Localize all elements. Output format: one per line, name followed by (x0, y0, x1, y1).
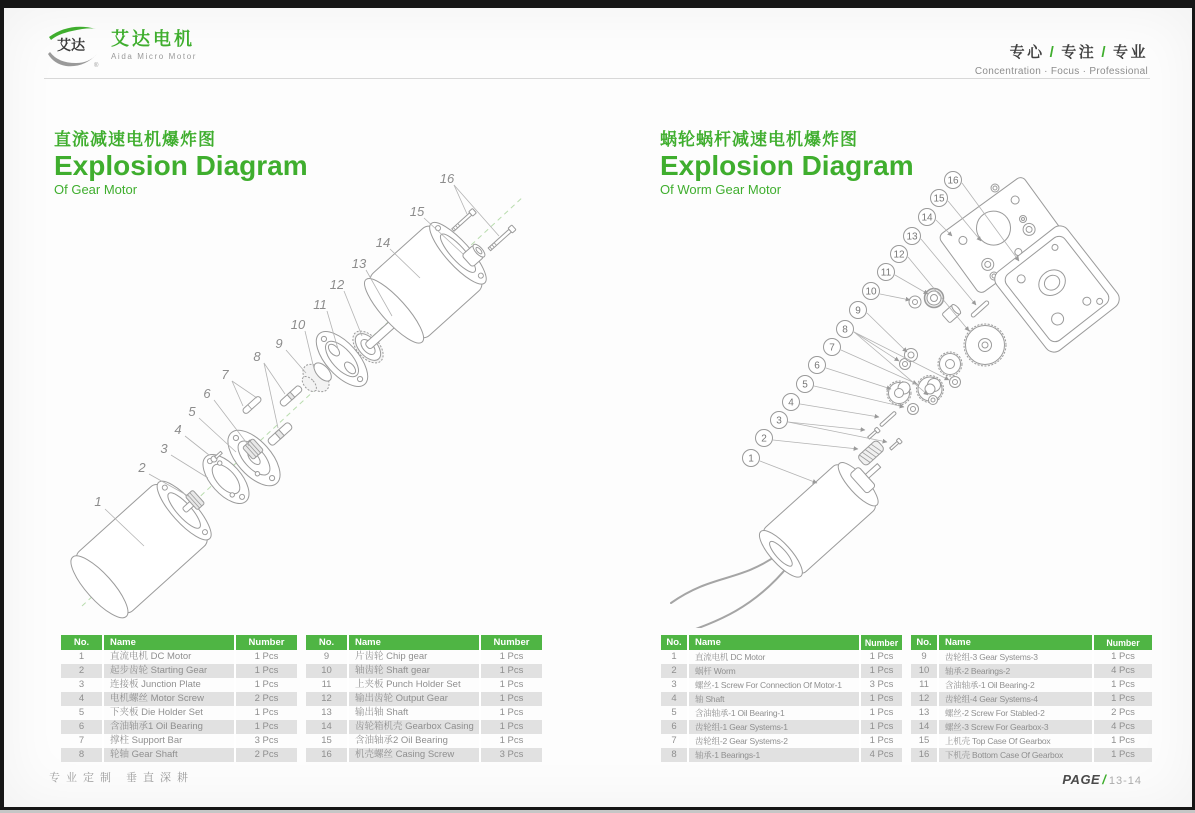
table-row (61, 692, 297, 706)
part-name: 连接板 Junction Plate (104, 678, 236, 692)
part-casing-screw-b (487, 225, 516, 252)
part-support-bar (242, 395, 262, 414)
part-no: 2 (61, 664, 104, 678)
svg-text:5: 5 (802, 379, 808, 391)
part-no: 16 (911, 748, 939, 762)
diagram-label-11 (878, 264, 895, 281)
left-title-subtitle: Of Gear Motor (54, 182, 138, 197)
column-header-name: Name (104, 635, 236, 650)
part-bearing-cylinder (942, 303, 962, 323)
part-qty: 1 Pcs (499, 707, 524, 718)
column-header-name: Name (689, 635, 861, 650)
logo-gray-swoosh (48, 52, 97, 66)
table-row (306, 692, 542, 706)
table-row (911, 748, 1152, 762)
catalog-spread (4, 8, 1192, 807)
part-case-nut-a (991, 184, 999, 192)
part-qty: 1 Pcs (869, 707, 894, 718)
part-gear-shaft-a (279, 385, 303, 408)
part-no: 5 (661, 706, 689, 720)
parts-table-right-1 (661, 635, 902, 762)
header-divider (44, 78, 1150, 79)
part-qty: 1 Pcs (1094, 692, 1152, 706)
table-row (661, 692, 902, 706)
part-name: 齿轮箱机壳 Gearbox Casing (349, 720, 481, 734)
part-casing-screw-a (451, 208, 477, 232)
svg-text:7: 7 (829, 342, 835, 354)
part-no: 14 (911, 720, 939, 734)
part-qty: 1 Pcs (499, 651, 524, 662)
motor-wire (671, 553, 780, 603)
diagram-label-12 (891, 246, 908, 263)
table-row (61, 678, 297, 692)
diagram-label-5 (797, 376, 814, 393)
diagram-label-2: 2 (138, 460, 146, 475)
part-qty: 2 Pcs (236, 692, 297, 706)
part-no: 7 (61, 734, 104, 748)
part-name: 下机壳 Bottom Case Of Gearbox (939, 748, 1094, 762)
diagram-label-16: 16 (439, 171, 455, 186)
table-row (911, 692, 1152, 706)
part-name: 含油轴承-1 Oil Bearing-1 (689, 706, 861, 720)
part-no: 14 (306, 720, 349, 734)
diagram-label-1: 1 (94, 494, 102, 509)
part-no: 10 (911, 664, 939, 678)
part-qty: 1 Pcs (861, 692, 902, 706)
part-name: 直流电机 DC Motor (689, 650, 861, 664)
part-no: 10 (306, 664, 349, 678)
table-row (661, 678, 902, 692)
diagram-label-2 (756, 430, 773, 447)
part-qty: 1 Pcs (499, 679, 524, 690)
part-no: 15 (306, 734, 349, 748)
part-qty: 1 Pcs (861, 664, 902, 678)
part-no: 6 (61, 720, 104, 734)
part-gear-system-4 (964, 324, 1006, 366)
part-dc-motor (63, 469, 224, 625)
parts-table-left-1 (61, 635, 297, 762)
part-qty: 3 Pcs (869, 679, 894, 690)
column-header-qty: Number (236, 635, 297, 650)
part-name: 片齿轮 Chip gear (349, 650, 481, 664)
column-header-qty: Number (481, 635, 542, 650)
part-name: 螺丝-3 Screw For Gearbox-3 (939, 720, 1094, 734)
diagram-label-4 (783, 394, 800, 411)
parts-table-left-2 (306, 635, 542, 762)
part-no: 11 (911, 678, 939, 692)
table-row (306, 734, 542, 748)
part-name: 含油轴承1 Oil Bearing (104, 720, 236, 734)
table-row (61, 650, 297, 664)
slogan-en: Concentration · Focus · Professional (974, 66, 1148, 77)
footer-slogan: 专业定制 垂直深耕 (49, 772, 195, 784)
table-row (61, 720, 297, 734)
part-no: 11 (306, 678, 349, 692)
diagram-label-3 (771, 412, 788, 429)
logo-mark-text: 艾达 (57, 37, 85, 53)
page-separator: / (1102, 772, 1106, 787)
diagram-label-13: 13 (351, 256, 367, 271)
part-qty: 4 Pcs (1094, 720, 1152, 734)
svg-text:1: 1 (748, 453, 754, 465)
part-name: 机壳螺丝 Casing Screw (349, 748, 481, 762)
diagram-label-1 (743, 450, 760, 467)
svg-text:10: 10 (865, 286, 877, 298)
part-no: 6 (661, 720, 689, 734)
table-row (306, 720, 542, 734)
part-no: 9 (306, 650, 349, 664)
part-qty: 1 Pcs (1111, 651, 1135, 662)
part-no: 16 (306, 748, 349, 762)
part-no: 2 (661, 664, 689, 678)
part-name: 下夹板 Die Holder Set (104, 706, 236, 720)
diagram-label-12: 12 (329, 277, 345, 292)
part-no: 4 (61, 692, 104, 706)
part-worm-wheel-shaft (970, 300, 989, 318)
brand-text (111, 21, 197, 61)
part-no: 8 (661, 748, 689, 762)
part-bearing-1c (950, 377, 961, 388)
part-qty: 1 Pcs (1111, 735, 1135, 746)
part-gear-system-3 (938, 352, 962, 376)
table-row (911, 734, 1152, 748)
svg-text:8: 8 (842, 324, 848, 336)
part-no: 7 (661, 734, 689, 748)
part-qty: 1 Pcs (1094, 748, 1152, 762)
column-header-name: Name (349, 635, 481, 650)
part-name: 轴承-1 Bearings-1 (689, 748, 861, 762)
part-no: 5 (61, 706, 104, 720)
diagram-label-14: 14 (375, 235, 391, 250)
diagram-label-6: 6 (203, 386, 211, 401)
part-gear-shaft-b (267, 422, 293, 447)
slogan-word: 专业 (1112, 44, 1148, 61)
part-qty: 4 Pcs (861, 748, 902, 762)
table-row (306, 650, 542, 664)
part-qty: 4 Pcs (1094, 664, 1152, 678)
worm-gear-motor-explosion-diagram (649, 150, 1164, 628)
part-name: 上夹板 Punch Holder Set (349, 678, 481, 692)
diagram-label-14 (919, 209, 936, 226)
table-row (661, 720, 902, 734)
part-oil-bearing-1 (908, 404, 919, 415)
part-name: 含油轴承2 Oil Bearing (349, 734, 481, 748)
diagram-label-15 (931, 190, 948, 207)
svg-text:9: 9 (855, 305, 861, 317)
part-name: 撑柱 Support Bar (104, 734, 236, 748)
page-label: PAGE (1062, 772, 1101, 787)
part-no: 1 (661, 650, 689, 664)
part-no: 9 (911, 650, 939, 664)
slogan-separator: / (1049, 44, 1057, 61)
slogan-cn (975, 41, 1148, 62)
svg-text:4: 4 (788, 397, 794, 409)
part-qty: 1 Pcs (499, 735, 524, 746)
parts-table-right-2 (911, 635, 1152, 762)
svg-text:15: 15 (933, 193, 945, 205)
company-logo (44, 21, 197, 69)
part-qty: 1 Pcs (481, 692, 542, 706)
part-name: 含油轴承-1 Oil Bearing-2 (939, 678, 1094, 692)
part-qty: 2 Pcs (1111, 707, 1135, 718)
svg-text:14: 14 (921, 212, 933, 224)
diagram-label-9 (850, 302, 867, 319)
left-title-en: Explosion Diagram (54, 150, 308, 181)
diagram-label-13 (904, 228, 921, 245)
column-header-qty: Number (1094, 635, 1152, 650)
table-row (306, 748, 542, 762)
part-name: 输出齿轮 Output Gear (349, 692, 481, 706)
table-row (911, 720, 1152, 734)
part-name: 轮轴 Gear Shaft (104, 748, 236, 762)
diagram-label-7 (824, 339, 841, 356)
part-bearing-2b (909, 296, 921, 308)
column-header-no: No. (306, 635, 349, 650)
right-title-cn: 蜗轮蜗杆减速电机爆炸图 (660, 130, 858, 149)
part-name: 轴 Shaft (689, 692, 861, 706)
part-name: 直流电机 DC Motor (104, 650, 236, 664)
part-no: 12 (911, 692, 939, 706)
registered-mark: ® (94, 63, 99, 69)
table-row (661, 748, 902, 762)
svg-text:11: 11 (880, 267, 892, 279)
table-row (911, 678, 1152, 692)
part-name: 螺丝-1 Screw For Connection Of Motor-1 (689, 678, 861, 692)
part-name: 蜗杆 Worm (689, 664, 861, 678)
diagram-label-15: 15 (409, 204, 425, 219)
part-name: 轴齿轮 Shaft gear (349, 664, 481, 678)
svg-text:3: 3 (776, 415, 782, 427)
part-shaft (879, 411, 896, 427)
part-qty: 1 Pcs (254, 651, 279, 662)
diagram-label-11: 11 (313, 297, 327, 312)
page-number-block (1062, 772, 1142, 787)
part-qty: 1 Pcs (236, 664, 297, 678)
table-row (911, 706, 1152, 720)
diagram-label-8 (837, 321, 854, 338)
part-name: 轴承-2 Bearings-2 (939, 664, 1094, 678)
slogan-word: 专注 (1061, 44, 1097, 61)
part-name: 齿轮组-4 Gear Systems-4 (939, 692, 1094, 706)
part-no: 15 (911, 734, 939, 748)
slogan-separator: / (1101, 44, 1108, 61)
column-header-name: Name (939, 635, 1094, 650)
header-slogan (975, 41, 1148, 77)
part-qty: 3 Pcs (254, 735, 279, 746)
part-qty: 1 Pcs (861, 720, 902, 734)
diagram-label-8: 8 (253, 349, 261, 364)
table-row (661, 706, 902, 720)
svg-text:12: 12 (893, 249, 905, 261)
diagram-label-4: 4 (174, 422, 182, 437)
table-row (306, 678, 542, 692)
part-no: 3 (661, 678, 689, 692)
part-qty: 1 Pcs (254, 679, 279, 690)
part-name: 螺丝-2 Screw For Stabled-2 (939, 706, 1094, 720)
part-name: 齿轮组-3 Gear Systems-3 (939, 650, 1094, 664)
part-name: 起步齿轮 Starting Gear (104, 664, 236, 678)
column-header-qty: Number (861, 635, 902, 650)
table-row (61, 734, 297, 748)
table-row (306, 664, 542, 678)
diagram-label-9: 9 (275, 336, 283, 351)
part-no: 13 (306, 706, 349, 720)
table-row (661, 650, 902, 664)
part-qty: 1 Pcs (869, 651, 894, 662)
diagram-label-3: 3 (160, 441, 168, 456)
part-qty: 3 Pcs (481, 748, 542, 762)
svg-text:13: 13 (906, 231, 918, 243)
slogan-word: 专心 (1009, 44, 1045, 61)
left-title-cn: 直流减速电机爆炸图 (54, 130, 216, 149)
part-case-nut-c (1020, 216, 1027, 223)
diagram-label-16 (945, 172, 962, 189)
part-qty: 1 Pcs (481, 720, 542, 734)
table-row (61, 664, 297, 678)
part-no: 4 (661, 692, 689, 706)
brand-name-cn: 艾达电机 (111, 29, 195, 49)
part-no: 1 (61, 650, 104, 664)
part-qty: 1 Pcs (254, 707, 279, 718)
table-row (661, 734, 902, 748)
table-row (911, 664, 1152, 678)
motor-wire (679, 565, 789, 628)
page-number: 13-14 (1108, 775, 1142, 787)
table-row (306, 706, 542, 720)
diagram-label-10: 10 (290, 317, 306, 332)
table-row (61, 706, 297, 720)
part-qty: 1 Pcs (481, 664, 542, 678)
svg-text:6: 6 (814, 360, 820, 372)
column-header-no: No. (661, 635, 689, 650)
part-name: 齿轮组-1 Gear Systems-1 (689, 720, 861, 734)
part-qty: 1 Pcs (1111, 679, 1135, 690)
part-name: 上机壳 Top Case Of Gearbox (939, 734, 1094, 748)
right-title-en: Explosion Diagram (660, 150, 914, 181)
diagram-label-5: 5 (188, 404, 196, 419)
diagram-label-7: 7 (221, 367, 229, 382)
part-qty: 1 Pcs (236, 720, 297, 734)
part-qty: 1 Pcs (869, 735, 894, 746)
part-no: 3 (61, 678, 104, 692)
part-screw-1b (889, 438, 903, 451)
svg-text:16: 16 (947, 175, 959, 187)
part-no: 13 (911, 706, 939, 720)
right-title-subtitle: Of Worm Gear Motor (660, 182, 782, 197)
part-worm (857, 439, 885, 466)
svg-text:2: 2 (761, 433, 767, 445)
column-header-no: No. (911, 635, 939, 650)
part-name: 齿轮组-2 Gear Systems-2 (689, 734, 861, 748)
diagram-label-10 (863, 283, 880, 300)
part-qty: 2 Pcs (236, 748, 297, 762)
table-row (661, 664, 902, 678)
table-row (911, 650, 1152, 664)
part-no: 12 (306, 692, 349, 706)
part-name: 电机螺丝 Motor Screw (104, 692, 236, 706)
brand-name-en: Aida Micro Motor (111, 52, 198, 61)
part-name: 输出轴 Shaft (349, 706, 481, 720)
part-gear-system-1 (887, 381, 911, 405)
diagram-label-6 (809, 357, 826, 374)
table-row (61, 748, 297, 762)
part-dc-motor (753, 443, 899, 583)
part-bearing-2a (905, 349, 918, 362)
gear-motor-explosion-diagram (44, 156, 564, 626)
part-no: 8 (61, 748, 104, 762)
part-bearing-1b (929, 396, 938, 405)
column-header-no: No. (61, 635, 104, 650)
logo-mark-icon (44, 21, 102, 69)
part-oil-bearing-2 (925, 289, 944, 308)
